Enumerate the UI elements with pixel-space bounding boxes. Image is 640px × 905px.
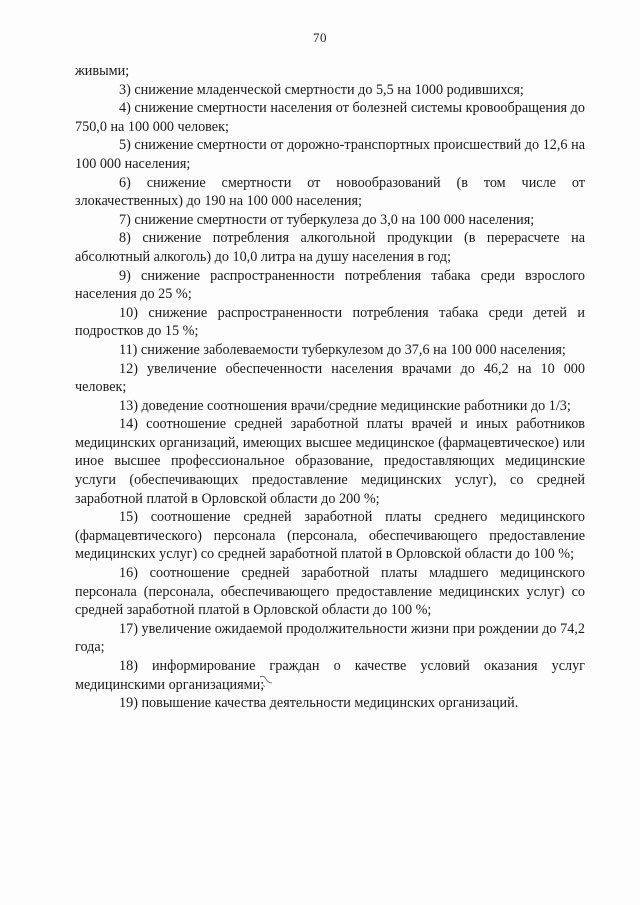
list-item-14: 14) соотношение средней заработной платы врачей и иных работников медицинских организаций, имеющих высшее медицинское (фармацевтическое) или иное высшее профессиональное образование, предоставляющих медицинские услуги (обеспечивающих предоставление медицинских услуг), со средней заработной платой в Орловской области до 200 %;	[75, 416, 585, 507]
list-item-4: 4) снижение смертности населения от болезней системы кровообращения до 750,0 на 100 000 человек;	[75, 100, 585, 135]
list-item-5: 5) снижение смертности от дорожно-транспортных происшествий до 12,6 на 100 000 населения;	[75, 137, 585, 172]
page-number: 70	[313, 30, 327, 45]
list-item-13: 13) доведение соотношения врачи/средние медицинские работники до 1/3;	[119, 397, 571, 414]
list-item-9: 9) снижение распространенности потребления табака среди взрослого населения до 25 %;	[75, 267, 585, 303]
list-item-12: 12) увеличение обеспеченности населения врачами до 46,2 на 10 000 человек;	[75, 360, 585, 396]
list-item-8: 8) снижение потребления алкогольной продукции (в перерасчете на абсолютный алкоголь) до 10,0 литра на душу населения в год;	[75, 230, 585, 265]
list-item-16: 16) соотношение средней заработной платы младшего медицинского персонала (персонала, обеспечивающего предоставление медицинских услуг) со средней заработной платой в Орловской области до 100 %;	[75, 565, 585, 619]
document-body	[75, 62, 585, 713]
list-item-3: 3) снижение младенческой смертности до 5,5 на 1000 родившихся;	[119, 81, 524, 98]
list-item-11: 11) снижение заболеваемости туберкулезом до 37,6 на 100 000 населения;	[119, 341, 566, 358]
list-item-17: 17) увеличение ожидаемой продолжительности жизни при рождении до 74,2 года;	[75, 620, 585, 656]
list-item-7: 7) снижение смертности от туберкулеза до 3,0 на 100 000 населения;	[119, 211, 535, 228]
list-item-6: 6) снижение смертности от новообразований (в том числе от злокачественных) до 190 на 100 000 населения;	[75, 174, 585, 210]
list-item-10: 10) снижение распространенности потребления табака среди детей и подростков до 15 %;	[75, 304, 585, 340]
list-item-18: 18) информирование граждан о качестве условий оказания услуг медицинскими организациями;	[75, 658, 585, 693]
pen-mark	[258, 674, 278, 688]
list-item-19: 19) повышение качества деятельности медицинских организаций.	[119, 695, 519, 712]
paragraph-continuation: живыми;	[75, 63, 130, 79]
list-item-15: 15) соотношение средней заработной платы среднего медицинского (фармацевтического) персонала (персонала, обеспечивающего предоставление медицинских услуг) со средней заработной платой в Орловской области до 100 %;	[75, 509, 585, 563]
